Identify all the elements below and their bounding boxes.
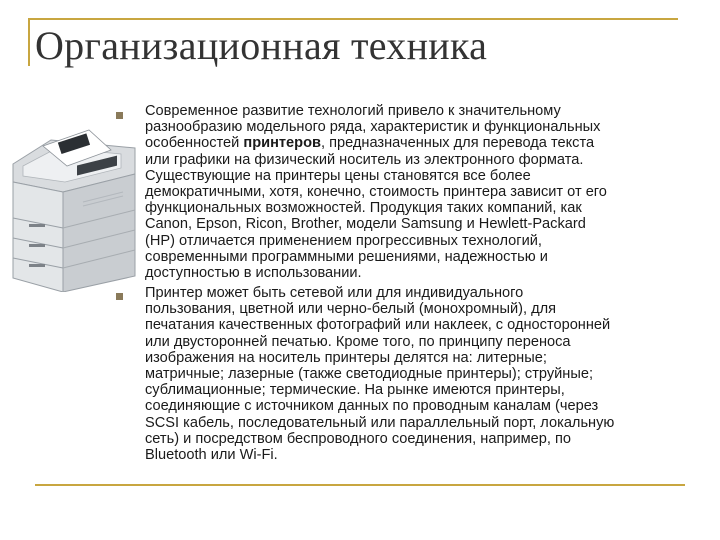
text-segment: Существующие на принтеры цены становятся все более	[145, 167, 531, 184]
text-line	[145, 168, 705, 184]
text-line	[145, 233, 705, 249]
text-line	[145, 152, 705, 168]
text-line	[145, 415, 705, 431]
printer-illustration	[3, 126, 141, 292]
bullet-paragraph-2	[145, 285, 705, 463]
text-line	[145, 431, 705, 447]
text-line	[145, 301, 705, 317]
text-segment: печатания качественных фотографий или наклеек, с односторонней	[145, 317, 611, 334]
bold-term: принтеров	[243, 135, 321, 152]
text-line	[145, 135, 705, 151]
text-line	[145, 265, 705, 281]
text-line	[145, 317, 705, 333]
text-line	[145, 398, 705, 414]
text-line	[145, 184, 705, 200]
text-segment: Bluetooth или Wi-Fi.	[145, 447, 278, 464]
text-line	[145, 249, 705, 265]
text-segment: разнообразию модельного ряда, характеристик и функциональных	[145, 119, 601, 136]
text-line	[145, 216, 705, 232]
text-segment: SCSI кабель, последовательный или параллельный порт, локальную	[145, 414, 615, 431]
bullet-paragraph-1	[145, 103, 705, 281]
text-line	[145, 200, 705, 216]
text-segment: сеть) и посредством беспроводного соединения, например, по	[145, 430, 572, 447]
text-line	[145, 285, 705, 301]
text-segment: доступностью в использовании.	[145, 265, 362, 282]
text-segment: или графики на физический носитель из электронного формата.	[145, 151, 584, 168]
text-line	[145, 366, 705, 382]
text-segment: Canon, Epson, Ricon, Brother, модели Samsung и Hewlett-Packard	[145, 216, 586, 233]
text-segment: , предназначенных для перевода текста	[320, 135, 595, 152]
text-segment: матричные; лазерные (также светодиодные принтеры); струйные;	[145, 366, 593, 383]
text-segment: демократичными, хотя, конечно, стоимость принтера зависит от его	[145, 184, 607, 201]
text-segment: Современное развитие технологий привело к значительному	[145, 103, 561, 119]
text-line	[145, 119, 705, 135]
text-segment: изображения на носитель принтеры делятся на: литерные;	[145, 349, 547, 366]
text-line	[145, 103, 705, 119]
text-segment: особенностей	[145, 135, 244, 152]
text-segment: Принтер может быть сетевой или для индивидуального	[145, 285, 524, 301]
text-line	[145, 447, 705, 463]
text-segment: сублимационные; термические. На рынке имеются принтеры,	[145, 382, 565, 399]
text-segment: пользования, цветной или черно-белый (монохромный), для	[145, 301, 557, 318]
text-segment: или двусторонней печатью. Кроме того, по принципу переноса	[145, 333, 571, 350]
bullet-marker	[116, 112, 123, 119]
text-segment: современными программными решениями, надежностью и	[145, 248, 548, 265]
title-left-rule	[28, 18, 30, 66]
laser-printer-image	[3, 126, 141, 292]
text-segment: соединяющие с источником данных по проводным каналам (через	[145, 398, 599, 415]
bottom-rule	[35, 484, 685, 486]
text-segment: функциональных возможностей. Продукция таких компаний, как	[145, 200, 582, 217]
text-line	[145, 382, 705, 398]
text-segment: (HP) отличается применением прогрессивных технологий,	[145, 232, 542, 249]
text-line	[145, 350, 705, 366]
text-line	[145, 334, 705, 350]
slide-title: Организационная техника	[35, 23, 488, 68]
bullet-marker	[116, 293, 123, 300]
title-top-rule	[28, 18, 678, 20]
